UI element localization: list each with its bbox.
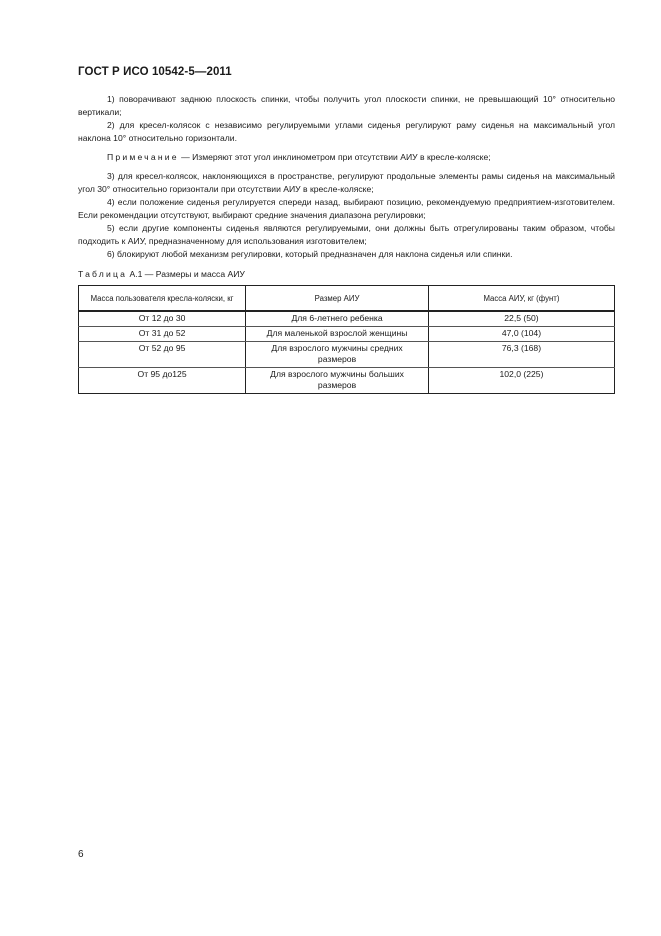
body-text: [78, 93, 615, 261]
cell-atd-mass: 47,0 (104): [428, 327, 614, 342]
cell-atd-size: Для 6-летнего ребенка: [246, 311, 429, 327]
table-row: [79, 342, 615, 368]
cell-atd-mass: 76,3 (168): [428, 342, 614, 368]
cell-user-mass: От 95 до125: [79, 368, 246, 394]
table-row: [79, 311, 615, 327]
cell-atd-size: Для маленькой взрослой женщины: [246, 327, 429, 342]
note-label: Примечание: [107, 152, 179, 162]
table-row: [79, 327, 615, 342]
page-number: 6: [78, 849, 84, 860]
paragraph-5: 5) если другие компоненты сиденья являются регулируемыми, они должны быть отрегулированы таким образом, чтобы подходить к АИУ, предназначенному для использования изготовителем;: [78, 223, 615, 246]
header-atd-mass: Масса АИУ, кг (фунт): [428, 286, 614, 312]
paragraph-6: 6) блокируют любой механизм регулировки, который предназначен для наклона сиденья или спинки.: [107, 249, 513, 259]
table-row: [79, 368, 615, 394]
paragraph-1: 1) поворачивают заднюю плоскость спинки, чтобы получить угол плоскости спинки, не превышающий 10° относительно вертикали;: [78, 94, 615, 117]
paragraph-4: 4) если положение сиденья регулируется спереди назад, выбирают позицию, рекомендуемую предприятием-изготовителем. Если рекомендации отсутствуют, выбирают средние значения диапазона регулировки;: [78, 197, 615, 220]
table-caption-title: А.1 — Размеры и масса АИУ: [129, 269, 245, 279]
cell-user-mass: От 52 до 95: [79, 342, 246, 368]
table-caption: [78, 269, 245, 279]
cell-atd-size: Для взрослого мужчины больших размеров: [246, 368, 429, 394]
header-atd-size: Размер АИУ: [246, 286, 429, 312]
cell-atd-mass: 102,0 (225): [428, 368, 614, 394]
document-header: ГОСТ Р ИСО 10542-5—2011: [78, 66, 232, 78]
cell-atd-mass: 22,5 (50): [428, 311, 614, 327]
cell-user-mass: От 12 до 30: [79, 311, 246, 327]
note-text: — Измеряют этот угол инклинометром при отсутствии АИУ в кресле-коляске;: [181, 152, 491, 162]
dimensions-mass-table: [78, 285, 615, 394]
note: [78, 151, 615, 164]
cell-user-mass: От 31 до 52: [79, 327, 246, 342]
paragraph-2: 2) для кресел-колясок с независимо регулируемыми углами сиденья регулируют раму сиденья на максимальный угол наклона 10° относительно горизонтали.: [78, 120, 615, 143]
table-caption-word: Таблица: [78, 269, 128, 279]
table-header-row: [79, 286, 615, 312]
cell-atd-size: Для взрослого мужчины средних размеров: [246, 342, 429, 368]
header-user-mass: Масса пользователя кресла-коляски, кг: [79, 286, 246, 312]
paragraph-3: 3) для кресел-колясок, наклоняющихся в пространстве, регулируют продольные элементы рамы сиденья на максимальный угол 30° относительно горизонтали при отсутствии АИУ в кресле-коляске;: [78, 171, 615, 194]
